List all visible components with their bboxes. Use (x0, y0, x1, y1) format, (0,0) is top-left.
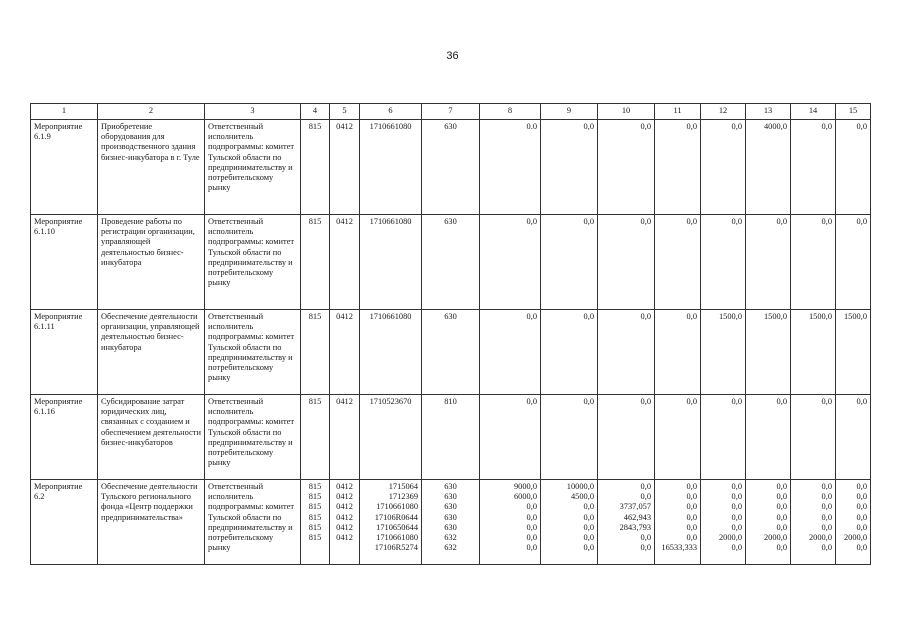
value-line: 16533,333 (661, 543, 697, 553)
ministry-code-line: 815 (308, 533, 322, 543)
value-line: 0,0 (583, 522, 594, 532)
value-cell: 0,0 (598, 120, 655, 215)
value-line: 0,0 (583, 502, 594, 512)
value-line: 2000,0 (718, 533, 742, 543)
ministry-code-line: 815 (308, 492, 322, 502)
value-line: 0,0 (731, 512, 742, 522)
section-code-cell: 0412 (330, 310, 360, 395)
value-line: 0,0 (731, 543, 742, 553)
ministry-code-cell: 815 (301, 395, 330, 480)
expense-type-line: 630 (444, 482, 457, 491)
value-cell: 0,0 (480, 395, 541, 480)
value-cell (746, 480, 791, 565)
value-line: 0,0 (640, 533, 651, 543)
value-line: 0,0 (821, 522, 832, 532)
value-line: 6000,0 (513, 492, 537, 502)
expense-type-cell (422, 480, 480, 565)
value-cell: 0,0 (746, 215, 791, 310)
target-code-cell: 1710661080 (360, 310, 422, 395)
expense-type-cell: 810 (422, 395, 480, 480)
expense-type-line: 630 (444, 512, 457, 522)
executor-cell: Ответственный исполнитель подпрограммы: комитет Тульской области по предпринимательству и потребительскому рынку (205, 310, 301, 395)
column-header: 14 (791, 104, 836, 120)
target-code-cell: 1710661080 (360, 215, 422, 310)
value-cell (655, 480, 701, 565)
value-line: 0,0 (526, 533, 537, 543)
value-line: 2000,0 (843, 533, 867, 543)
value-line: 0,0 (856, 492, 867, 502)
value-line: 0,0 (526, 522, 537, 532)
column-header: 2 (98, 104, 205, 120)
column-header: 3 (205, 104, 301, 120)
value-cell: 0,0 (655, 120, 701, 215)
value-cell: 4000,0 (746, 120, 791, 215)
value-line: 0,0 (686, 492, 697, 502)
ministry-code-cell: 815 (301, 120, 330, 215)
event-name-cell: Обеспечение деятельности Тульского регионального фонда «Центр поддержки предпринимательства» (98, 480, 205, 565)
value-cell: 0,0 (791, 120, 836, 215)
value-line: 0,0 (686, 533, 697, 543)
page-number: 36 (446, 50, 459, 62)
event-cell: Мероприятие 6.1.11 (31, 310, 98, 395)
ministry-code-line: 815 (308, 502, 322, 512)
value-line: 0,0 (731, 482, 742, 491)
value-line: 0,0 (583, 512, 594, 522)
event-cell: Мероприятие 6.1.16 (31, 395, 98, 480)
value-line: 0,0 (821, 482, 832, 491)
ministry-code-cell: 815 (301, 215, 330, 310)
value-cell: 1500,0 (791, 310, 836, 395)
value-cell: 0,0 (655, 310, 701, 395)
value-cell: 0,0 (541, 310, 598, 395)
value-cell: 0,0 (480, 215, 541, 310)
value-cell (598, 480, 655, 565)
expense-type-line: 632 (444, 533, 457, 543)
event-cell: Мероприятие 6.2 (31, 480, 98, 565)
column-header: 10 (598, 104, 655, 120)
column-header: 7 (422, 104, 480, 120)
value-line: 0,0 (856, 522, 867, 532)
value-line: 0,0 (821, 543, 832, 553)
column-header: 8 (480, 104, 541, 120)
value-cell: 1500,0 (836, 310, 871, 395)
value-cell: 0.0 (480, 120, 541, 215)
column-header: 5 (330, 104, 360, 120)
table-row (31, 120, 871, 215)
section-code-cell: 0412 (330, 395, 360, 480)
value-line: 0,0 (856, 512, 867, 522)
ministry-code-line: 815 (308, 522, 322, 532)
column-header: 15 (836, 104, 871, 120)
value-line: 0,0 (776, 502, 787, 512)
column-header: 1 (31, 104, 98, 120)
budget-table (30, 103, 871, 565)
value-cell: 0,0 (836, 395, 871, 480)
value-line: 0,0 (640, 482, 651, 491)
value-cell: 1500,0 (746, 310, 791, 395)
value-cell (541, 480, 598, 565)
value-cell (836, 480, 871, 565)
value-line: 0,0 (776, 543, 787, 553)
expense-type-line: 630 (444, 502, 457, 512)
value-line: 2843,793 (619, 522, 651, 532)
value-cell: 0,0 (541, 215, 598, 310)
value-line: 462,943 (623, 512, 651, 522)
value-line: 0,0 (686, 522, 697, 532)
value-line: 2000,0 (763, 533, 787, 543)
value-cell (791, 480, 836, 565)
value-cell: 1500,0 (701, 310, 746, 395)
section-code-cell: 0412 (330, 120, 360, 215)
section-code-line: 0412 (336, 502, 353, 512)
column-header: 11 (655, 104, 701, 120)
header-row (31, 104, 871, 120)
value-cell: 0,0 (701, 395, 746, 480)
value-line: 2000,0 (808, 533, 832, 543)
value-line: 0,0 (776, 512, 787, 522)
value-cell (701, 480, 746, 565)
column-header: 12 (701, 104, 746, 120)
section-code-line: 0412 (336, 492, 353, 502)
value-cell: 0,0 (655, 395, 701, 480)
value-line: 0,0 (686, 502, 697, 512)
target-code-line: 1712369 (388, 492, 418, 502)
event-name-cell: Приобретение оборудования для производственного здания бизнес-инкубатора в г. Туле (98, 120, 205, 215)
value-line: 0,0 (856, 482, 867, 491)
section-code-line: 0412 (336, 512, 353, 522)
target-code-cell: 1710523670 (360, 395, 422, 480)
value-line: 0,0 (583, 543, 594, 553)
column-header: 13 (746, 104, 791, 120)
event-name-cell: Проведение работы по регистрации организации, управляющей деятельностью бизнес-инкубатора (98, 215, 205, 310)
value-line: 0,0 (526, 512, 537, 522)
value-cell: 0,0 (791, 395, 836, 480)
value-cell: 0,0 (598, 215, 655, 310)
value-line: 9000,0 (513, 482, 537, 491)
executor-cell: Ответственный исполнитель подпрограммы: комитет Тульской области по предпринимательству и потребительскому рынку (205, 395, 301, 480)
target-code-line: 17106R5274 (374, 543, 418, 553)
value-line: 0,0 (686, 482, 697, 491)
event-cell: Мероприятие 6.1.10 (31, 215, 98, 310)
ministry-code-cell: 815 (301, 310, 330, 395)
value-line: 0,0 (821, 492, 832, 502)
value-cell: 0,0 (598, 310, 655, 395)
table-row (31, 480, 871, 565)
value-line: 0,0 (731, 502, 742, 512)
value-cell: 0,0 (701, 120, 746, 215)
expense-type-cell: 630 (422, 120, 480, 215)
value-line: 0,0 (821, 512, 832, 522)
value-cell: 0,0 (541, 395, 598, 480)
value-line: 0,0 (776, 522, 787, 532)
value-line: 0,0 (856, 543, 867, 553)
ministry-code-line: 815 (308, 512, 322, 522)
value-line: 4500,0 (570, 492, 594, 502)
value-line: 0,0 (640, 492, 651, 502)
value-line: 0,0 (526, 543, 537, 553)
value-line: 0,0 (821, 502, 832, 512)
target-code-cell (360, 480, 422, 565)
section-code-cell: 0412 (330, 215, 360, 310)
value-line: 0,0 (686, 512, 697, 522)
executor-cell: Ответственный исполнитель подпрограммы: комитет Тульской области по предпринимательству и потребительскому рынку (205, 215, 301, 310)
section-code-line: 0412 (336, 533, 353, 543)
value-line: 3737,057 (619, 502, 651, 512)
value-line: 0,0 (640, 543, 651, 553)
value-line: 0,0 (731, 492, 742, 502)
table-row (31, 215, 871, 310)
ministry-code-line: 815 (308, 482, 322, 491)
value-cell: 0,0 (480, 310, 541, 395)
expense-type-cell: 630 (422, 215, 480, 310)
value-cell: 0,0 (746, 395, 791, 480)
value-line: 0,0 (776, 482, 787, 491)
expense-type-line: 632 (444, 543, 457, 553)
value-cell: 0,0 (701, 215, 746, 310)
executor-cell: Ответственный исполнитель подпрограммы: комитет Тульской области по предпринимательству и потребительскому рынку (205, 120, 301, 215)
target-code-cell: 1710661080 (360, 120, 422, 215)
value-cell: 0,0 (598, 395, 655, 480)
section-code-cell (330, 480, 360, 565)
value-line: 0,0 (526, 502, 537, 512)
target-code-line: 1710661080 (376, 502, 418, 512)
ministry-code-cell (301, 480, 330, 565)
value-cell: 0,0 (541, 120, 598, 215)
event-name-cell: Обеспечение деятельности организации, управляющей деятельностью бизнес-инкубатора (98, 310, 205, 395)
value-line: 0,0 (856, 502, 867, 512)
expense-type-line: 630 (444, 492, 457, 502)
column-header: 9 (541, 104, 598, 120)
expense-type-cell: 630 (422, 310, 480, 395)
value-cell (480, 480, 541, 565)
target-code-line: 17106R0644 (374, 512, 418, 522)
column-header: 4 (301, 104, 330, 120)
value-line: 0,0 (583, 533, 594, 543)
expense-type-line: 630 (444, 522, 457, 532)
value-cell: 0,0 (791, 215, 836, 310)
table-row (31, 310, 871, 395)
value-line: 0,0 (731, 522, 742, 532)
column-header: 6 (360, 104, 422, 120)
target-code-line: 1715064 (388, 482, 418, 491)
section-code-line: 0412 (336, 522, 353, 532)
event-name-cell: Субсидирование затрат юридических лиц, связанных с созданием и обеспечением деятельности бизнес-инкубаторов (98, 395, 205, 480)
section-code-line: 0412 (336, 482, 353, 491)
target-code-line: 1710650644 (376, 522, 418, 532)
value-cell: 0,0 (655, 215, 701, 310)
value-line: 10000,0 (566, 482, 594, 491)
event-cell: Мероприятие 6.1.9 (31, 120, 98, 215)
value-cell: 0,0 (836, 120, 871, 215)
value-line: 0,0 (776, 492, 787, 502)
executor-cell: Ответственный исполнитель подпрограммы: комитет Тульской области по предпринимательству и потребительскому рынку (205, 480, 301, 565)
target-code-line: 1710661080 (376, 533, 418, 543)
value-cell: 0,0 (836, 215, 871, 310)
table-row (31, 395, 871, 480)
